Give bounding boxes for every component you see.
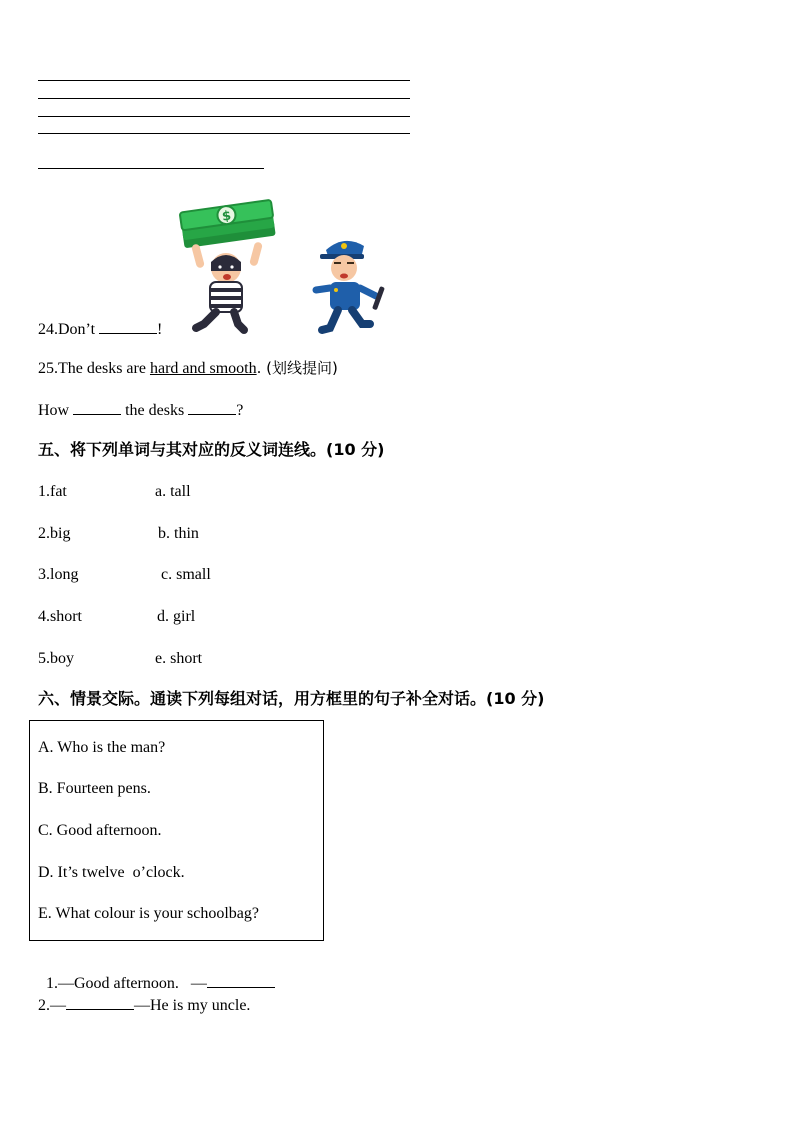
answer-line: [38, 133, 410, 134]
answer-blank[interactable]: [99, 318, 157, 334]
answer-line: [38, 98, 410, 99]
dialogue-line: —Good afternoon.: [58, 975, 179, 992]
dialogue-dash: —: [50, 997, 66, 1014]
question-end: ?: [236, 402, 244, 419]
question-text: The desks are: [58, 360, 150, 377]
match-left-item: 3.long: [38, 566, 79, 583]
answer-blank[interactable]: [73, 399, 121, 415]
match-right-item: e. short: [155, 650, 203, 667]
underlined-phrase: hard and smooth: [149, 360, 257, 377]
dialogue-dash: —: [190, 975, 207, 992]
option-e: E. What colour is your schoolbag?: [38, 905, 259, 922]
match-right-item: d. girl: [157, 608, 196, 625]
dialogue-number: 2.: [38, 997, 50, 1014]
thief-with-money-icon: [176, 196, 280, 336]
answer-blank[interactable]: [66, 994, 134, 1010]
match-right-item: b. thin: [158, 525, 199, 542]
question-instruction: . (划线提问): [256, 359, 338, 377]
question-number: 24.: [38, 321, 58, 338]
dialogue-number: 1.: [46, 975, 58, 992]
question-25: [38, 358, 338, 379]
question-text: Don’t: [58, 321, 96, 338]
match-right-item: c. small: [161, 566, 211, 583]
dialogue-2: [38, 994, 250, 1016]
answer-line: [38, 168, 264, 169]
answer-blank[interactable]: [188, 399, 236, 415]
match-right-item: a. tall: [155, 483, 191, 500]
answer-word: How: [38, 402, 70, 419]
option-b: B. Fourteen pens.: [38, 780, 151, 797]
answer-line: [38, 80, 410, 81]
option-a: A. Who is the man?: [38, 739, 166, 756]
question-number: 25.: [38, 360, 58, 377]
police-officer-icon: [312, 232, 394, 336]
answer-word: the desks: [125, 402, 185, 419]
answer-line: [38, 116, 410, 117]
match-left-item: 2.big: [38, 525, 71, 542]
option-d: D. It’s twelve o’clock.: [38, 864, 185, 881]
match-left-item: 4.short: [38, 608, 82, 625]
match-left-item: 5.boy: [38, 650, 74, 667]
dialogue-1: [38, 952, 275, 994]
option-c: C. Good afternoon.: [38, 822, 162, 839]
question-end: !: [157, 321, 163, 338]
match-left-item: 1.fat: [38, 483, 67, 500]
dialogue-line: —He is my uncle.: [134, 997, 251, 1014]
section-6-title: 六、情景交际。通读下列每组对话，用方框里的句子补全对话。(10 分): [38, 689, 545, 708]
money-symbol: $: [221, 208, 233, 225]
question-25-answer: [38, 399, 243, 421]
answer-blank[interactable]: [207, 972, 275, 988]
question-24: [38, 318, 162, 340]
section-5-title: 五、将下列单词与其对应的反义词连线。(10 分): [38, 440, 385, 459]
